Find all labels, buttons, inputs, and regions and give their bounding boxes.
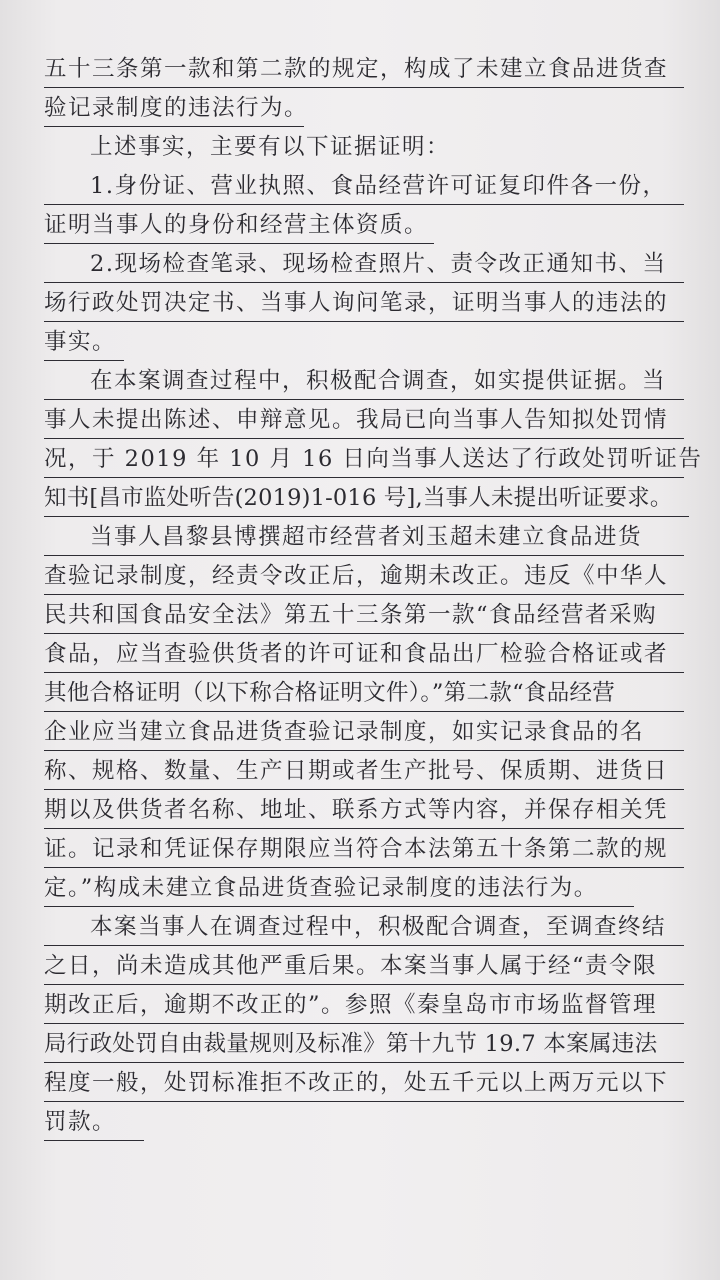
line-text: 1.身份证、营业执照、食品经营许可证复印件各一份， (90, 173, 667, 199)
line-text: 2.现场检查笔录、现场检查照片、责令改正通知书、当 (90, 251, 667, 277)
line-text: 证。记录和凭证保存期限应当符合本法第五十条第二款的规 (44, 836, 669, 862)
text-line (44, 793, 694, 832)
text-line (44, 286, 694, 325)
line-text: 民共和国食品安全法》第五十三条第一款“食品经营者采购 (44, 602, 658, 628)
text-line (44, 676, 694, 715)
line-text: 知书[昌市监处听告(2019)1-016 号],当事人未提出听证要求。 (44, 485, 673, 511)
text-line (44, 910, 694, 949)
line-text: 在本案调查过程中，积极配合调查，如实提供证据。当 (90, 368, 667, 394)
line-text: 五十三条第一款和第二款的规定，构成了未建立食品进货查 (44, 56, 669, 82)
line-text: 称、规格、数量、生产日期或者生产批号、保质期、进货日 (44, 758, 669, 784)
line-text: 企业应当建立食品进货查验记录制度，如实记录食品的名 (44, 719, 645, 745)
line-text: 期以及供货者名称、地址、联系方式等内容，并保存相关凭 (44, 797, 669, 823)
line-text: 食品，应当查验供货者的许可证和食品出厂检验合格证或者 (44, 641, 669, 667)
text-line (44, 247, 694, 286)
text-line (44, 442, 703, 481)
text-line (44, 754, 694, 793)
text-line (44, 1066, 694, 1105)
line-text: 事人未提出陈述、申辩意见。我局已向当事人告知拟处罚情 (44, 407, 669, 433)
text-line (44, 871, 694, 910)
text-line (44, 481, 694, 520)
text-line (44, 715, 694, 754)
line-text: 局行政处罚自由裁量规则及标准》第十九节 19.7 本案属违法 (44, 1031, 658, 1057)
text-line (44, 364, 694, 403)
text-line (44, 637, 694, 676)
text-line (44, 949, 694, 988)
text-line (44, 169, 694, 208)
document-body (44, 52, 703, 1144)
text-line (44, 403, 694, 442)
text-line (44, 91, 694, 130)
text-line (44, 130, 694, 169)
text-line (44, 208, 694, 247)
line-text: 上述事实，主要有以下证据证明： (90, 134, 451, 160)
line-text: 之日，尚未造成其他严重后果。本案当事人属于经“责令限 (44, 953, 658, 979)
line-text: 定。”构成未建立食品进货查验记录制度的违法行为。 (44, 875, 598, 901)
line-text: 证明当事人的身份和经营主体资质。 (44, 212, 429, 238)
line-text: 查验记录制度，经责令改正后，逾期未改正。违反《中华人 (44, 563, 669, 589)
text-line (44, 988, 694, 1027)
line-text: 当事人昌黎县博撰超市经营者刘玉超未建立食品进货 (90, 524, 643, 550)
line-text: 期改正后，逾期不改正的”。参照《秦皇岛市市场监督管理 (44, 992, 658, 1018)
text-line (44, 1027, 694, 1066)
line-text: 本案当事人在调查过程中，积极配合调查，至调查终结 (90, 914, 667, 940)
line-text: 罚款。 (44, 1109, 117, 1135)
text-line (44, 559, 694, 598)
text-line (44, 832, 694, 871)
text-line (44, 1105, 694, 1144)
text-line (44, 52, 694, 91)
line-text: 况，于 2019 年 10 月 16 日向当事人送达了行政处罚听证告 (44, 446, 703, 472)
text-line (44, 598, 694, 637)
line-text: 场行政处罚决定书、当事人询问笔录，证明当事人的违法的 (44, 290, 669, 316)
text-line (44, 325, 694, 364)
line-text: 事实。 (44, 329, 117, 355)
line-text: 其他合格证明（以下称合格证明文件）。”第二款“食品经营 (44, 680, 616, 706)
text-line (44, 520, 694, 559)
line-text: 程度一般，处罚标准拒不改正的，处五千元以上两万元以下 (44, 1070, 669, 1096)
line-text: 验记录制度的违法行为。 (44, 95, 309, 121)
